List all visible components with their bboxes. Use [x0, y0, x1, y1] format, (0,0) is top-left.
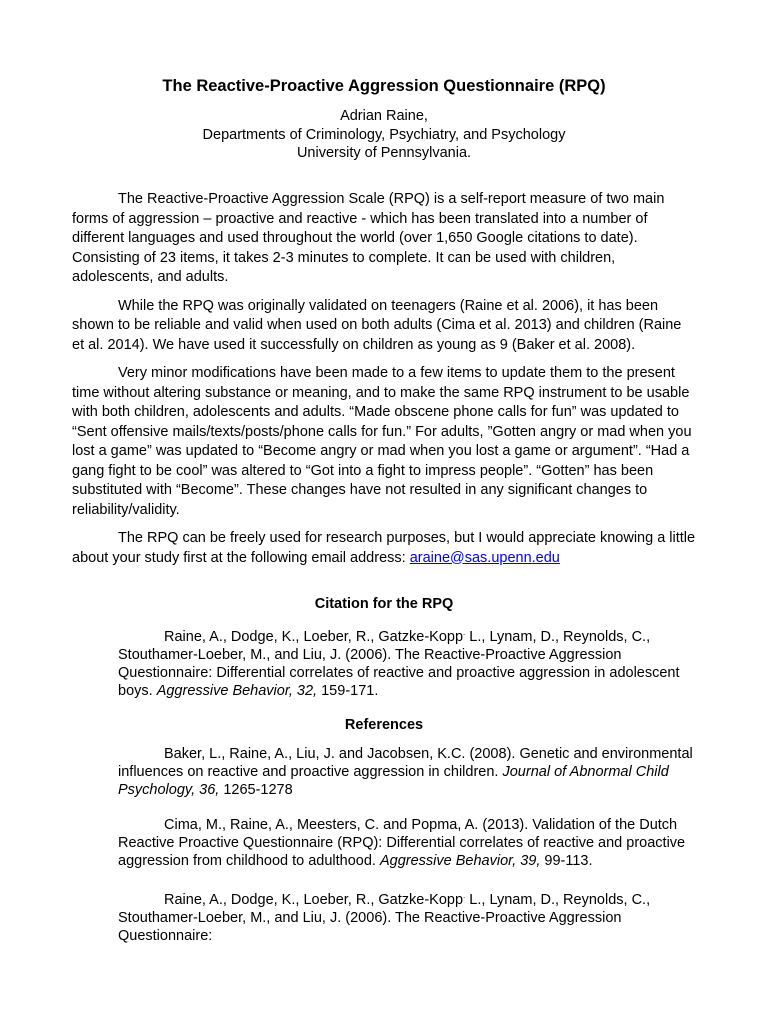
reference-journal: Aggressive Behavior, 39,	[379, 852, 541, 869]
citation-entry: Raine, A., Dodge, K., Loeber, R., Gatzke-Kopp. L., Lynam, D., Reynolds, C., Stouthamer-Loeber, M., and Liu, J. (2006). The Reactive-Proactive Aggression Questionnaire: Differential correlates of reactive and proactive aggression in adolescent boys. Aggressive Behavior, 32, 159-171.	[118, 628, 680, 699]
reference-entry: Raine, A., Dodge, K., Loeber, R., Gatzke-Kopp. L., Lynam, D., Reynolds, C., Stouthamer-Loeber, M., and Liu, J. (2006). The Reactive-Proactive Aggression Questionnaire:	[118, 890, 651, 944]
citation-journal: Aggressive Behavior, 32,	[156, 682, 318, 699]
references-heading: References	[344, 716, 424, 733]
author-name: Adrian Raine,	[340, 108, 428, 124]
paragraph-contact	[72, 529, 696, 568]
reference-journal: Journal of Abnormal Child Psychology, 36,	[118, 763, 669, 798]
paragraph-modifications: Very minor modifications have been made to a few items to update them to the present time without altering substance or meaning, and to make the same RPQ instrument to be usable with both children, adolescents and adults. “Made obscene phone calls for fun” was updated to “Sent offensive mails/texts/posts/phone calls for fun.” For adults, ”Gotten angry or mad when you lost a game” was updated to “Become angry or mad when you lost a game or argument”. “Had a gang fight to be cool” was altered to “Got into a fight to impress people”. “Gotten” has been substituted with “Become”. These changes have not resulted in any significant changes to reliability/validity.	[72, 365, 692, 518]
document-body	[72, 190, 696, 954]
reference-entry: Baker, L., Raine, A., Liu, J. and Jacobsen, K.C. (2008). Genetic and environmental influences on reactive and proactive aggression in children. Journal of Abnormal Child Psychology, 36, 1265-1278	[118, 745, 693, 798]
author-department: Departments of Criminology, Psychiatry, and Psychology	[202, 126, 566, 143]
reference-entry: Cima, M., Raine, A., Meesters, C. and Popma, A. (2013). Validation of the Dutch Reactive Proactive Questionnaire (RPQ): Differential correlates of reactive and proactive aggression from childhood to adulthood. Aggressive Behavior, 39, 99-113.	[118, 816, 686, 869]
citation-heading: Citation for the RPQ	[314, 596, 454, 612]
author-block	[72, 107, 696, 163]
contact-text: The RPQ can be freely used for research purposes, but I would appreciate knowing a little about your study first at the following email address:	[72, 530, 696, 566]
document-title: The Reactive-Proactive Aggression Questionnaire (RPQ)	[162, 77, 606, 95]
paragraph-validation: While the RPQ was originally validated on teenagers (Raine et al. 2006), it has been shown to be reliable and valid when used on both adults (Cima et al. 2013) and children (Raine et al. 2014). We have used it successfully on children as young as 9 (Baker et al. 2008).	[72, 297, 682, 353]
email-link[interactable]: araine@sas.upenn.edu	[409, 549, 560, 566]
paragraph-intro: The Reactive-Proactive Aggression Scale (RPQ) is a self-report measure of two main forms of aggression – proactive and reactive - which has been translated into a number of different languages and used throughout the world (over 1,650 Google citations to date). Consisting of 23 items, it takes 2-3 minutes to complete. It can be used with children, adolescents, and adults.	[72, 191, 665, 285]
author-university: University of Pennsylvania.	[296, 145, 472, 161]
